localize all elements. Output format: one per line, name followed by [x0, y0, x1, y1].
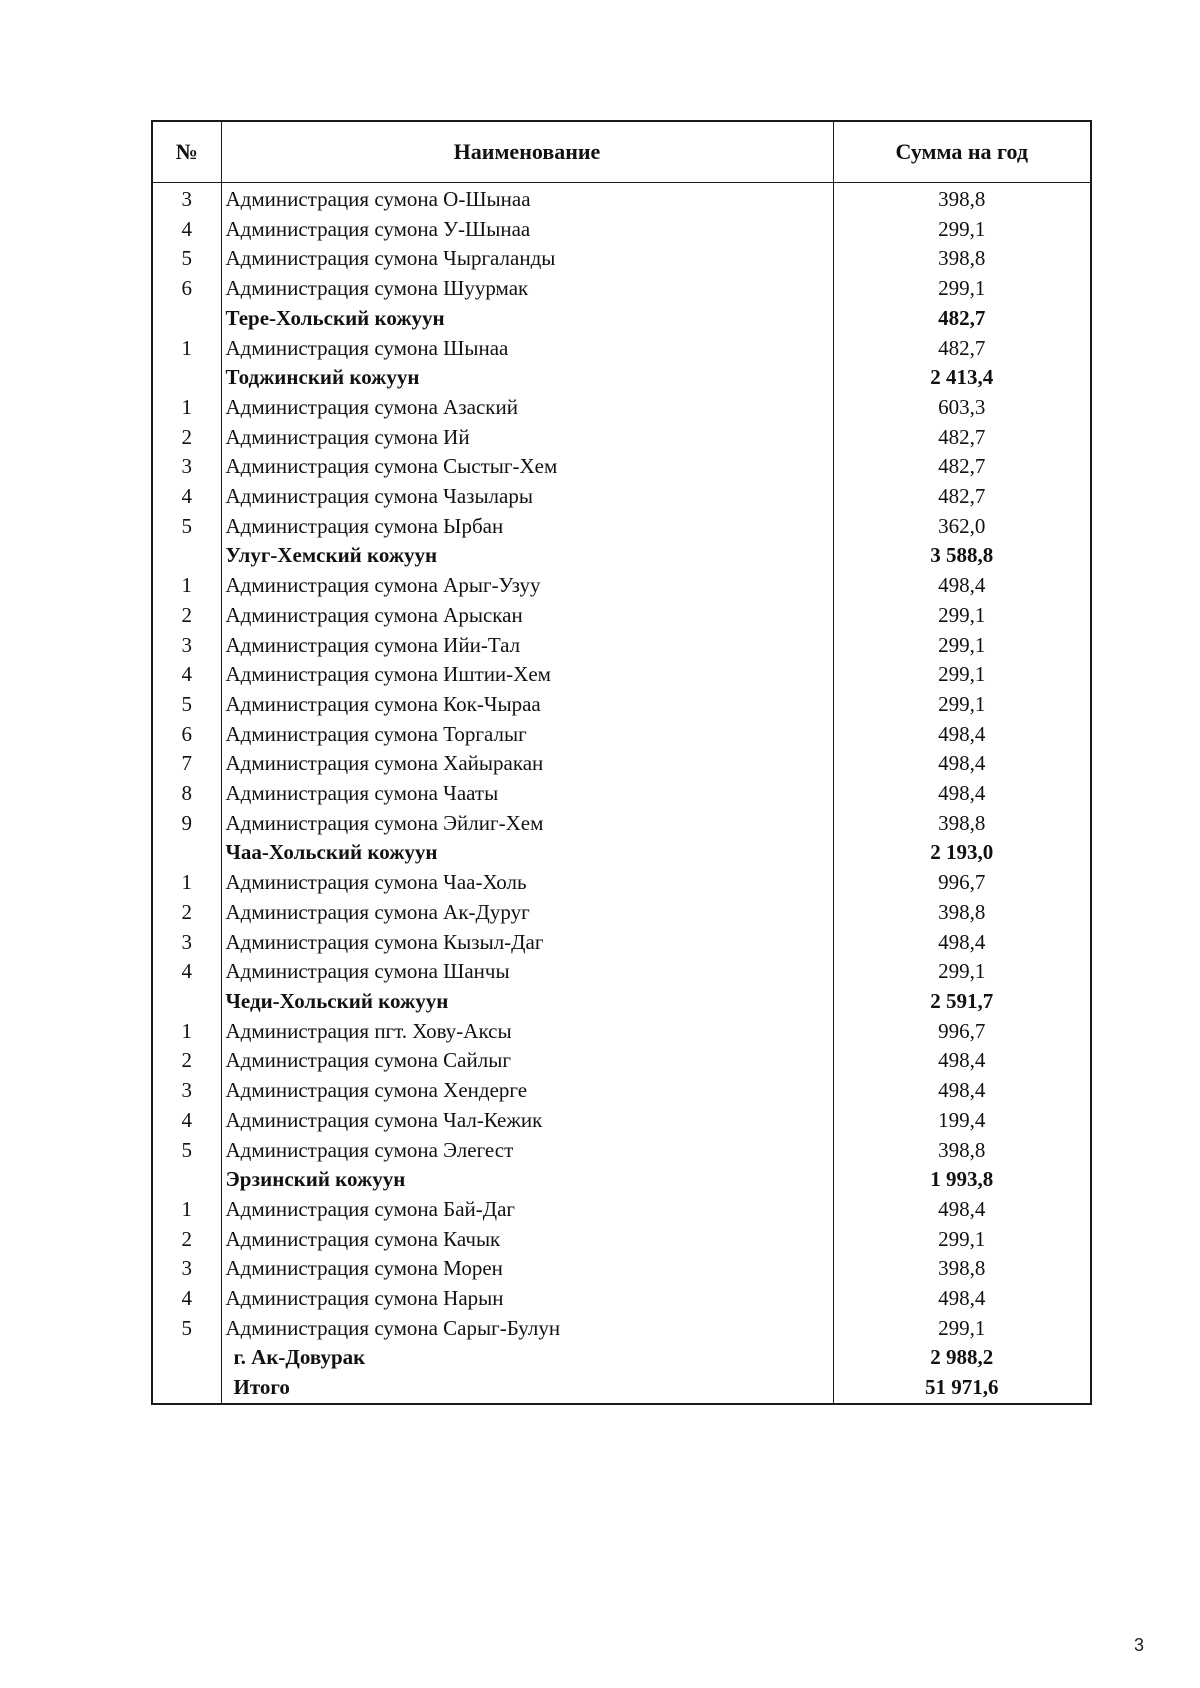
row-sum: 482,7 — [833, 334, 1091, 364]
header-name: Наименование — [221, 121, 833, 183]
table-row — [152, 215, 1091, 245]
row-number: 7 — [152, 749, 221, 779]
row-number — [152, 541, 221, 571]
row-name: Администрация сумона Ийи-Тал — [221, 631, 833, 661]
row-name: Итого — [221, 1373, 833, 1404]
row-number: 2 — [152, 601, 221, 631]
district-subtotal-row — [152, 541, 1091, 571]
row-sum: 498,4 — [833, 1195, 1091, 1225]
row-number — [152, 304, 221, 334]
row-number: 4 — [152, 660, 221, 690]
row-number: 2 — [152, 1225, 221, 1255]
summary-row — [152, 1343, 1091, 1373]
row-name: Администрация сумона Чал-Кежик — [221, 1106, 833, 1136]
row-sum: 299,1 — [833, 1225, 1091, 1255]
table-body — [152, 183, 1091, 1404]
table-row — [152, 1106, 1091, 1136]
table-row — [152, 183, 1091, 215]
row-name: Администрация пгт. Хову-Аксы — [221, 1017, 833, 1047]
row-sum: 299,1 — [833, 1314, 1091, 1344]
row-sum: 2 988,2 — [833, 1343, 1091, 1373]
table-row — [152, 571, 1091, 601]
table-row — [152, 1046, 1091, 1076]
table-row — [152, 601, 1091, 631]
row-sum: 498,4 — [833, 1076, 1091, 1106]
row-number: 1 — [152, 868, 221, 898]
row-number: 5 — [152, 244, 221, 274]
row-name: Администрация сумона Нарын — [221, 1284, 833, 1314]
row-name: Администрация сумона Торгалыг — [221, 720, 833, 750]
budget-table — [151, 120, 1092, 1405]
row-sum: 482,7 — [833, 482, 1091, 512]
row-sum: 398,8 — [833, 1254, 1091, 1284]
row-number: 4 — [152, 957, 221, 987]
row-number — [152, 987, 221, 1017]
table-row — [152, 957, 1091, 987]
table-row — [152, 1076, 1091, 1106]
row-sum: 299,1 — [833, 660, 1091, 690]
row-sum: 398,8 — [833, 898, 1091, 928]
table-row — [152, 660, 1091, 690]
row-sum: 498,4 — [833, 720, 1091, 750]
row-sum: 299,1 — [833, 690, 1091, 720]
row-number: 5 — [152, 1136, 221, 1166]
table-row — [152, 393, 1091, 423]
row-sum: 996,7 — [833, 1017, 1091, 1047]
row-name: Администрация сумона Чаа-Холь — [221, 868, 833, 898]
table-row — [152, 809, 1091, 839]
table-row — [152, 482, 1091, 512]
row-number: 3 — [152, 1254, 221, 1284]
row-sum: 299,1 — [833, 215, 1091, 245]
row-sum: 1 993,8 — [833, 1165, 1091, 1195]
table-row — [152, 749, 1091, 779]
row-sum: 398,8 — [833, 183, 1091, 215]
row-number: 3 — [152, 631, 221, 661]
row-number: 9 — [152, 809, 221, 839]
row-number: 2 — [152, 1046, 221, 1076]
row-name: Тоджинский кожуун — [221, 363, 833, 393]
row-name: Администрация сумона Бай-Даг — [221, 1195, 833, 1225]
row-name: Администрация сумона О-Шынаа — [221, 183, 833, 215]
row-sum: 2 591,7 — [833, 987, 1091, 1017]
row-sum: 498,4 — [833, 749, 1091, 779]
table-row — [152, 244, 1091, 274]
row-sum: 51 971,6 — [833, 1373, 1091, 1404]
row-number: 2 — [152, 898, 221, 928]
row-name: Администрация сумона Чааты — [221, 779, 833, 809]
table-row — [152, 512, 1091, 542]
row-sum: 482,7 — [833, 452, 1091, 482]
table-row — [152, 1136, 1091, 1166]
table-row — [152, 1314, 1091, 1344]
row-number: 1 — [152, 1195, 221, 1225]
district-subtotal-row — [152, 987, 1091, 1017]
table-row — [152, 274, 1091, 304]
row-name: Администрация сумона Шынаа — [221, 334, 833, 364]
district-subtotal-row — [152, 838, 1091, 868]
table-row — [152, 1195, 1091, 1225]
row-name: Администрация сумона Чазылары — [221, 482, 833, 512]
row-name: Администрация сумона Сыстыг-Хем — [221, 452, 833, 482]
row-number: 1 — [152, 1017, 221, 1047]
row-sum: 603,3 — [833, 393, 1091, 423]
row-name: Администрация сумона Сарыг-Булун — [221, 1314, 833, 1344]
row-sum: 3 588,8 — [833, 541, 1091, 571]
row-sum: 498,4 — [833, 571, 1091, 601]
table-row — [152, 452, 1091, 482]
table-row — [152, 928, 1091, 958]
row-sum: 498,4 — [833, 1046, 1091, 1076]
table-row — [152, 779, 1091, 809]
table-row — [152, 868, 1091, 898]
row-name: Администрация сумона Хайыракан — [221, 749, 833, 779]
row-sum: 996,7 — [833, 868, 1091, 898]
row-name: Администрация сумона У-Шынаа — [221, 215, 833, 245]
row-name: Администрация сумона Морен — [221, 1254, 833, 1284]
row-sum: 398,8 — [833, 244, 1091, 274]
page-number: 3 — [1133, 1635, 1144, 1655]
row-number: 1 — [152, 571, 221, 601]
row-number — [152, 1165, 221, 1195]
row-number — [152, 363, 221, 393]
row-sum: 2 193,0 — [833, 838, 1091, 868]
row-sum: 299,1 — [833, 631, 1091, 661]
row-number — [152, 1373, 221, 1404]
row-number: 4 — [152, 482, 221, 512]
row-sum: 498,4 — [833, 1284, 1091, 1314]
row-number: 3 — [152, 452, 221, 482]
row-name: Улуг-Хемский кожуун — [221, 541, 833, 571]
row-name: Чаа-Хольский кожуун — [221, 838, 833, 868]
row-sum: 482,7 — [833, 304, 1091, 334]
row-name: Чеди-Хольский кожуун — [221, 987, 833, 1017]
row-number: 1 — [152, 334, 221, 364]
row-name: Администрация сумона Качык — [221, 1225, 833, 1255]
row-sum: 299,1 — [833, 957, 1091, 987]
district-subtotal-row — [152, 304, 1091, 334]
row-sum: 2 413,4 — [833, 363, 1091, 393]
row-number: 8 — [152, 779, 221, 809]
header-row — [152, 121, 1091, 183]
row-name: Администрация сумона Эйлиг-Хем — [221, 809, 833, 839]
row-name: Администрация сумона Хендерге — [221, 1076, 833, 1106]
row-number: 6 — [152, 274, 221, 304]
row-name: Администрация сумона Кок-Чыраа — [221, 690, 833, 720]
row-sum: 299,1 — [833, 274, 1091, 304]
table-row — [152, 1254, 1091, 1284]
row-sum: 398,8 — [833, 809, 1091, 839]
table-row — [152, 334, 1091, 364]
row-number: 5 — [152, 690, 221, 720]
table-row — [152, 898, 1091, 928]
row-name: г. Ак-Довурак — [221, 1343, 833, 1373]
row-sum: 299,1 — [833, 601, 1091, 631]
row-name: Эрзинский кожуун — [221, 1165, 833, 1195]
table-row — [152, 423, 1091, 453]
header-sum: Сумма на год — [833, 121, 1091, 183]
table-row — [152, 690, 1091, 720]
row-name: Администрация сумона Элегест — [221, 1136, 833, 1166]
row-number: 6 — [152, 720, 221, 750]
row-number — [152, 1343, 221, 1373]
row-name: Администрация сумона Арыг-Узуу — [221, 571, 833, 601]
table-row — [152, 631, 1091, 661]
row-name: Администрация сумона Сайлыг — [221, 1046, 833, 1076]
row-number: 5 — [152, 512, 221, 542]
row-name: Администрация сумона Ырбан — [221, 512, 833, 542]
row-name: Администрация сумона Ий — [221, 423, 833, 453]
row-number: 2 — [152, 423, 221, 453]
row-number: 1 — [152, 393, 221, 423]
header-number: № — [152, 121, 221, 183]
row-number: 3 — [152, 928, 221, 958]
row-number: 4 — [152, 1106, 221, 1136]
table-row — [152, 1284, 1091, 1314]
row-sum: 482,7 — [833, 423, 1091, 453]
row-name: Администрация сумона Чыргаланды — [221, 244, 833, 274]
table-row — [152, 1017, 1091, 1047]
row-sum: 199,4 — [833, 1106, 1091, 1136]
table-header — [152, 121, 1091, 183]
row-number: 3 — [152, 1076, 221, 1106]
row-name: Администрация сумона Ак-Дуруг — [221, 898, 833, 928]
row-name: Администрация сумона Иштии-Хем — [221, 660, 833, 690]
row-number: 4 — [152, 215, 221, 245]
row-name: Администрация сумона Шуурмак — [221, 274, 833, 304]
row-number: 3 — [152, 183, 221, 215]
row-number: 5 — [152, 1314, 221, 1344]
row-name: Тере-Хольский кожуун — [221, 304, 833, 334]
row-name: Администрация сумона Арыскан — [221, 601, 833, 631]
row-sum: 398,8 — [833, 1136, 1091, 1166]
table-row — [152, 1225, 1091, 1255]
row-name: Администрация сумона Азаский — [221, 393, 833, 423]
row-sum: 498,4 — [833, 779, 1091, 809]
row-name: Администрация сумона Кызыл-Даг — [221, 928, 833, 958]
row-number — [152, 838, 221, 868]
row-sum: 498,4 — [833, 928, 1091, 958]
district-subtotal-row — [152, 363, 1091, 393]
table-row — [152, 720, 1091, 750]
summary-row — [152, 1373, 1091, 1404]
row-sum: 362,0 — [833, 512, 1091, 542]
row-name: Администрация сумона Шанчы — [221, 957, 833, 987]
district-subtotal-row — [152, 1165, 1091, 1195]
row-number: 4 — [152, 1284, 221, 1314]
